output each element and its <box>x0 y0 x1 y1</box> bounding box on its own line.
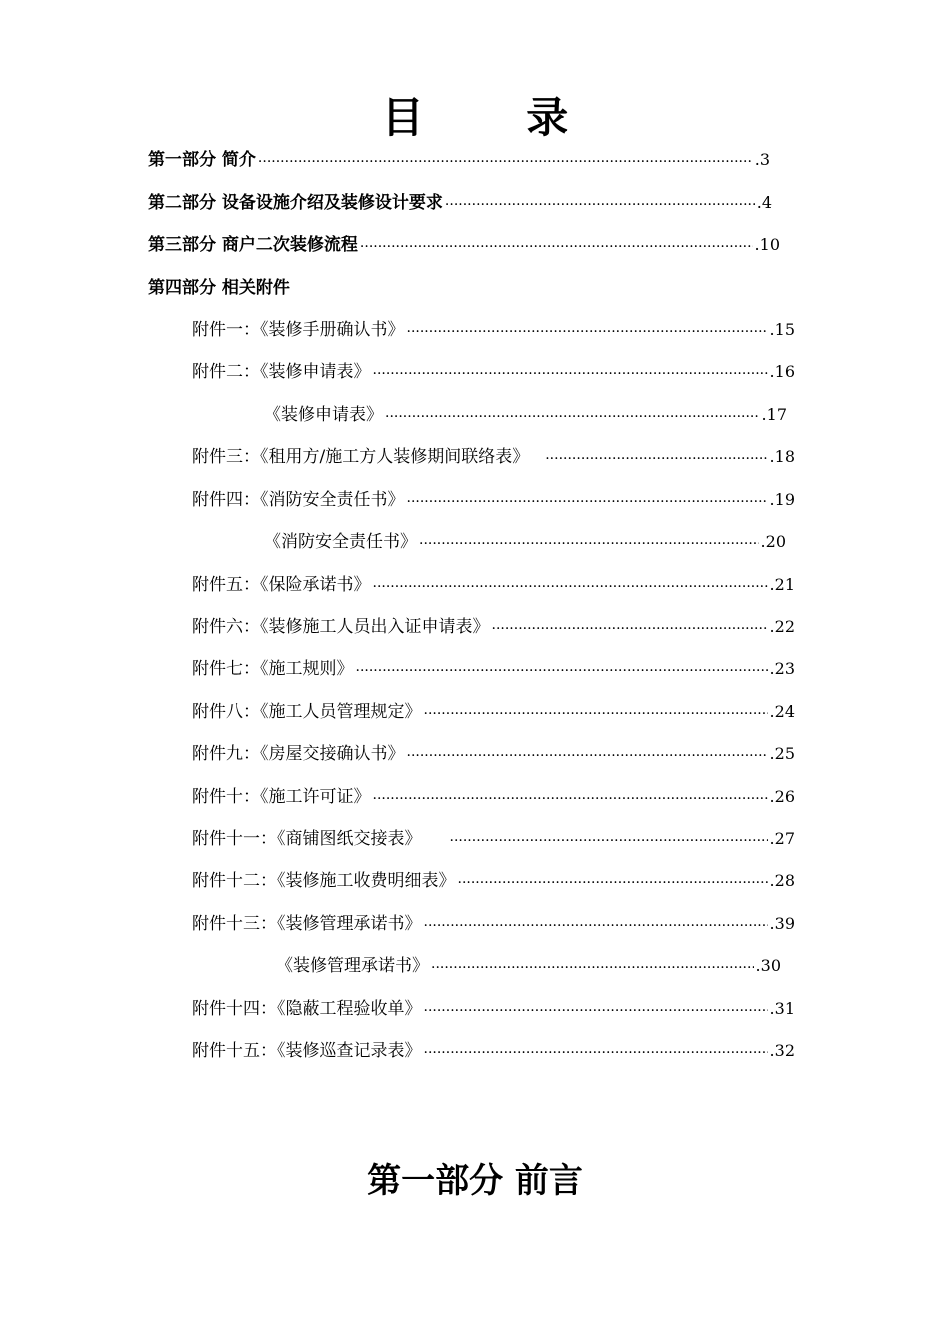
toc-leader-dots <box>373 575 768 599</box>
toc-leader-dots <box>407 490 768 514</box>
toc-entry-page: .27 <box>769 829 795 848</box>
toc-entry-page: .25 <box>769 744 795 763</box>
toc-entry-label: 附件十五：《装修巡查记录表》 <box>192 1041 422 1061</box>
toc-entry-label: 附件二：《装修申请表》 <box>192 362 371 382</box>
toc-entry-appendix-2[interactable] <box>192 358 795 386</box>
toc-entry-label: 《装修申请表》 <box>264 405 383 425</box>
toc-entry-label: 附件十：《施工许可证》 <box>192 787 371 807</box>
toc-entry-appendix-10[interactable] <box>192 783 795 811</box>
toc-entry-part-1[interactable] <box>148 146 770 174</box>
toc-leader-dots <box>545 447 767 471</box>
toc-leader-dots <box>450 829 768 853</box>
toc-entry-appendix-8[interactable] <box>192 698 795 726</box>
toc-entry-label: 附件三：《租用方/施工方人装修期间联络表》 <box>192 447 530 467</box>
toc-entry-page: .31 <box>769 999 795 1018</box>
toc-entry-label: 附件七：《施工规则》 <box>192 659 354 679</box>
toc-leader-dots <box>431 956 754 980</box>
toc-entry-page: .32 <box>769 1041 795 1060</box>
toc-entry-page: .18 <box>769 447 795 466</box>
toc-leader-dots <box>424 914 768 938</box>
toc-entry-page: .21 <box>769 575 795 594</box>
toc-entry-page: .22 <box>769 617 795 636</box>
toc-entry-appendix-1[interactable] <box>192 316 795 344</box>
toc-entry-appendix-3[interactable] <box>192 443 795 471</box>
toc-leader-dots <box>407 744 768 768</box>
toc-entry-label: 附件九：《房屋交接确认书》 <box>192 744 405 764</box>
toc-entry-appendix-2b[interactable] <box>264 401 787 429</box>
toc-entry-page: .28 <box>769 871 795 890</box>
toc-entry-label: 第四部分 相关附件 <box>148 278 290 298</box>
toc-entry-appendix-14[interactable] <box>192 995 795 1023</box>
toc-entry-label: 附件五：《保险承诺书》 <box>192 575 371 595</box>
toc-entry-page: .24 <box>769 702 795 721</box>
toc-entry-page: .30 <box>755 956 781 975</box>
toc-leader-dots <box>373 787 768 811</box>
toc-entry-appendix-7[interactable] <box>192 655 795 683</box>
toc-leader-dots <box>373 362 768 386</box>
toc-entry-label: 《消防安全责任书》 <box>264 532 417 552</box>
toc-entry-page: .4 <box>756 193 772 212</box>
toc-leader-dots <box>385 405 760 429</box>
toc-entry-appendix-4[interactable] <box>192 486 795 514</box>
toc-entry-appendix-4b[interactable] <box>264 528 786 556</box>
toc-entry-part-3[interactable] <box>148 231 780 259</box>
toc-entry-label: 附件六：《装修施工人员出入证申请表》 <box>192 617 490 637</box>
toc-title: 目 录 <box>381 93 613 142</box>
toc-entry-page: .23 <box>769 659 795 678</box>
toc-entry-appendix-5[interactable] <box>192 571 795 599</box>
toc-entry-label: 附件十三：《装修管理承诺书》 <box>192 914 422 934</box>
toc-entry-page: .16 <box>769 362 795 381</box>
toc-entry-appendix-13[interactable] <box>192 910 795 938</box>
toc-entry-label: 附件十四：《隐蔽工程验收单》 <box>192 999 422 1019</box>
toc-entry-label: 附件十一：《商铺图纸交接表》 <box>192 829 422 849</box>
toc-leader-dots <box>424 1041 768 1065</box>
toc-entry-appendix-13b[interactable] <box>276 952 781 980</box>
toc-entry-page: .15 <box>769 320 795 339</box>
toc-entry-label: 《装修管理承诺书》 <box>276 956 429 976</box>
toc-entry-label: 附件八：《施工人员管理规定》 <box>192 702 422 722</box>
toc-entry-part-2[interactable] <box>148 189 772 217</box>
toc-leader-dots <box>356 659 768 683</box>
toc-entry-label: 附件一：《装修手册确认书》 <box>192 320 405 340</box>
toc-entry-appendix-15[interactable] <box>192 1037 795 1065</box>
toc-leader-dots <box>492 617 768 641</box>
toc-entry-label: 附件十二：《装修施工收费明细表》 <box>192 871 456 891</box>
toc-entry-part-4[interactable] <box>148 274 448 302</box>
toc-leader-dots <box>360 235 753 259</box>
toc-entry-page: .26 <box>769 787 795 806</box>
toc-entry-label: 第三部分 商户二次装修流程 <box>148 235 358 255</box>
toc-entry-label: 第二部分 设备设施介绍及装修设计要求 <box>148 193 443 213</box>
toc-leader-dots <box>458 871 768 895</box>
toc-entry-page: .39 <box>769 914 795 933</box>
toc-entry-label: 附件四：《消防安全责任书》 <box>192 490 405 510</box>
toc-entry-appendix-12[interactable] <box>192 867 795 895</box>
toc-leader-dots <box>419 532 759 556</box>
section-heading: 第一部分 前言 <box>367 1161 583 1201</box>
toc-entry-page: .17 <box>761 405 787 424</box>
toc-entry-page: .20 <box>760 532 786 551</box>
toc-entry-page: .3 <box>754 150 770 169</box>
toc-entry-appendix-9[interactable] <box>192 740 795 768</box>
toc-entry-appendix-11[interactable] <box>192 825 795 853</box>
toc-entry-page: .10 <box>754 235 780 254</box>
toc-leader-dots <box>258 150 753 174</box>
toc-entry-page: .19 <box>769 490 795 509</box>
toc-leader-dots <box>424 999 768 1023</box>
toc-leader-dots <box>445 193 755 217</box>
toc-entry-appendix-6[interactable] <box>192 613 795 641</box>
toc-entry-label: 第一部分 简介 <box>148 150 256 170</box>
toc-leader-dots <box>407 320 768 344</box>
toc-leader-dots <box>424 702 768 726</box>
